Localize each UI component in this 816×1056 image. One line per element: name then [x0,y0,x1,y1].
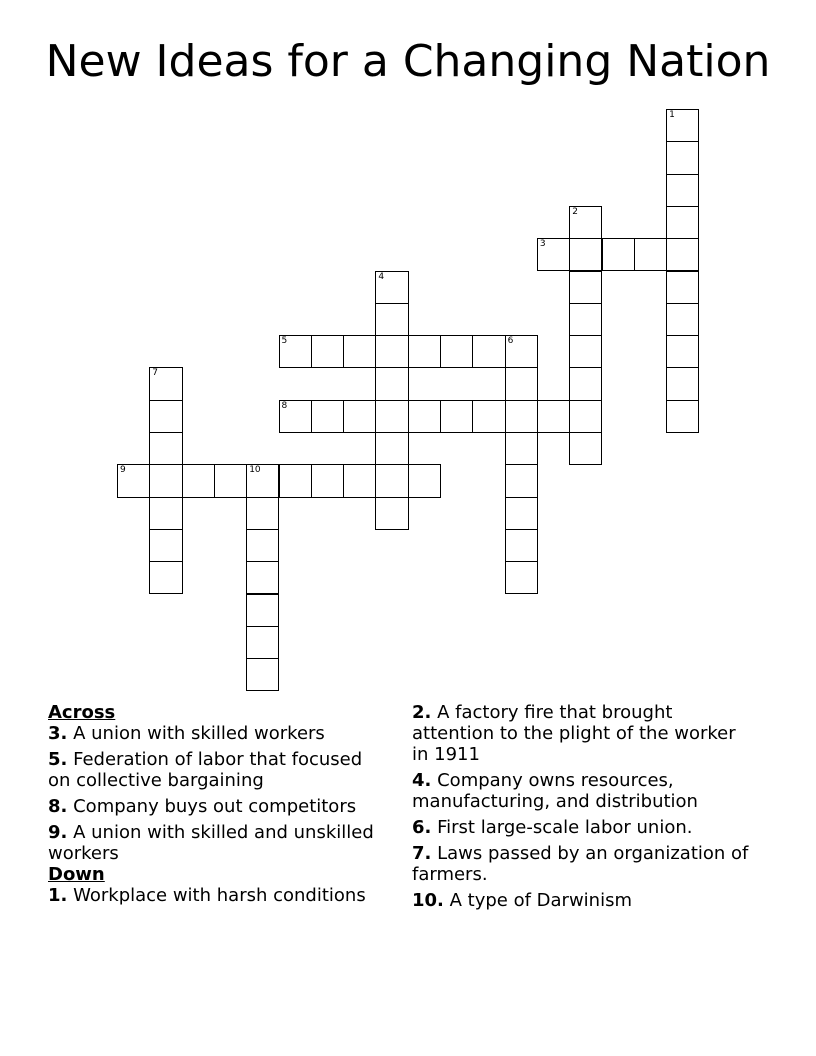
clue-text: A union with skilled and unskilled workers [48,822,374,864]
grid-cell[interactable] [634,238,667,271]
grid-cell[interactable] [343,335,376,368]
grid-cell[interactable] [408,464,441,497]
clue-across-3 [48,723,388,744]
grid-cell[interactable] [375,271,408,304]
grid-cell[interactable] [246,497,279,530]
grid-cell[interactable] [149,529,182,562]
grid-cell[interactable] [666,174,699,207]
clue-text: A union with skilled workers [73,723,325,744]
grid-cell[interactable] [666,109,699,142]
grid-cell[interactable] [666,141,699,174]
grid-cell[interactable] [375,464,408,497]
grid-cell[interactable] [311,464,344,497]
grid-cell[interactable] [149,367,182,400]
grid-cell[interactable] [343,464,376,497]
cell-number: 7 [152,368,159,379]
clue-down-2 [412,702,757,765]
clue-across-9 [48,822,388,864]
clue-down-6 [412,817,757,838]
grid-cell[interactable] [666,271,699,304]
cell-number: 9 [120,465,126,476]
grid-cell[interactable] [246,464,279,497]
grid-cell[interactable] [666,367,699,400]
clue-number: 5. [48,749,68,770]
clue-text: Company owns resources, manufacturing, and distribution [412,770,698,812]
grid-cell[interactable] [505,432,538,465]
grid-cell[interactable] [375,400,408,433]
clue-across-8 [48,796,388,817]
grid-cell[interactable] [214,464,247,497]
grid-cell[interactable] [246,594,279,627]
across-heading: Across [48,702,116,723]
grid-cell[interactable] [472,400,505,433]
clue-number: 7. [412,843,432,864]
clues-right-column [412,702,757,916]
grid-cell[interactable] [311,335,344,368]
grid-cell[interactable] [569,335,602,368]
clue-down-1 [48,885,388,906]
grid-cell[interactable] [246,626,279,659]
grid-cell[interactable] [505,367,538,400]
clue-across-5 [48,749,388,791]
clues-left-column [48,702,388,911]
grid-cell[interactable] [182,464,215,497]
grid-cell[interactable] [375,497,408,530]
clue-text: A factory fire that brought attention to the plight of the worker in 1911 [412,702,736,765]
clue-number: 2. [412,702,432,723]
grid-cell[interactable] [246,529,279,562]
cell-number: 4 [378,271,385,282]
grid-cell[interactable] [666,206,699,239]
clue-text: A type of Darwinism [449,890,632,911]
grid-cell[interactable] [569,367,602,400]
clue-text: Workplace with harsh conditions [73,885,366,906]
grid-cell[interactable] [537,400,570,433]
grid-cell[interactable] [505,561,538,594]
clue-number: 10. [412,890,444,911]
grid-cell[interactable] [440,400,473,433]
cell-number: 8 [281,400,288,411]
grid-cell[interactable] [408,400,441,433]
grid-cell[interactable] [472,335,505,368]
grid-cell[interactable] [537,238,570,271]
down-heading: Down [48,864,105,885]
grid-cell[interactable] [569,400,602,433]
grid-cell[interactable] [602,238,635,271]
clue-number: 1. [48,885,68,906]
grid-cell[interactable] [569,238,602,271]
grid-cell[interactable] [149,561,182,594]
cell-number: 3 [539,239,546,250]
grid-cell[interactable] [279,335,312,368]
grid-cell[interactable] [375,367,408,400]
clue-text: First large-scale labor union. [437,817,693,838]
grid-cell[interactable] [440,335,473,368]
clue-text: Federation of labor that focused on collective bargaining [48,749,363,791]
grid-cell[interactable] [117,464,150,497]
clue-text: Company buys out competitors [73,796,357,817]
clue-number: 9. [48,822,68,843]
puzzle-title: New Ideas for a Changing Nation [45,36,771,87]
clue-text: Laws passed by an organization of farmers. [412,843,749,885]
grid-cell[interactable] [279,400,312,433]
grid-cell[interactable] [279,464,312,497]
grid-cell[interactable] [505,497,538,530]
grid-cell[interactable] [246,561,279,594]
grid-cell[interactable] [666,303,699,336]
grid-cell[interactable] [505,335,538,368]
grid-cell[interactable] [569,206,602,239]
grid-cell[interactable] [375,432,408,465]
clue-number: 3. [48,723,68,744]
clue-number: 8. [48,796,68,817]
grid-cell[interactable] [666,335,699,368]
grid-cell[interactable] [149,432,182,465]
grid-cell[interactable] [149,497,182,530]
grid-cell[interactable] [569,432,602,465]
cell-number: 5 [281,336,288,347]
grid-cell[interactable] [569,303,602,336]
cell-number: 2 [572,206,578,217]
cell-number: 1 [669,110,675,120]
grid-cell[interactable] [311,400,344,433]
grid-cell[interactable] [505,529,538,562]
clue-down-10 [412,890,757,911]
clue-number: 4. [412,770,432,791]
grid-cell[interactable] [505,400,538,433]
clue-down-4 [412,770,757,812]
grid-cell[interactable] [375,303,408,336]
clue-number: 6. [412,817,432,838]
grid-cell[interactable] [666,400,699,433]
grid-cell[interactable] [666,238,699,271]
grid-cell[interactable] [343,400,376,433]
grid-cell[interactable] [408,335,441,368]
cell-number: 6 [507,336,514,347]
clue-down-7 [412,843,757,885]
grid-cell[interactable] [569,271,602,304]
grid-cell[interactable] [375,335,408,368]
grid-cell[interactable] [149,464,182,497]
cell-number: 10 [249,465,261,476]
grid-cell[interactable] [246,658,279,691]
grid-cell[interactable] [149,400,182,433]
grid-cell[interactable] [505,464,538,497]
